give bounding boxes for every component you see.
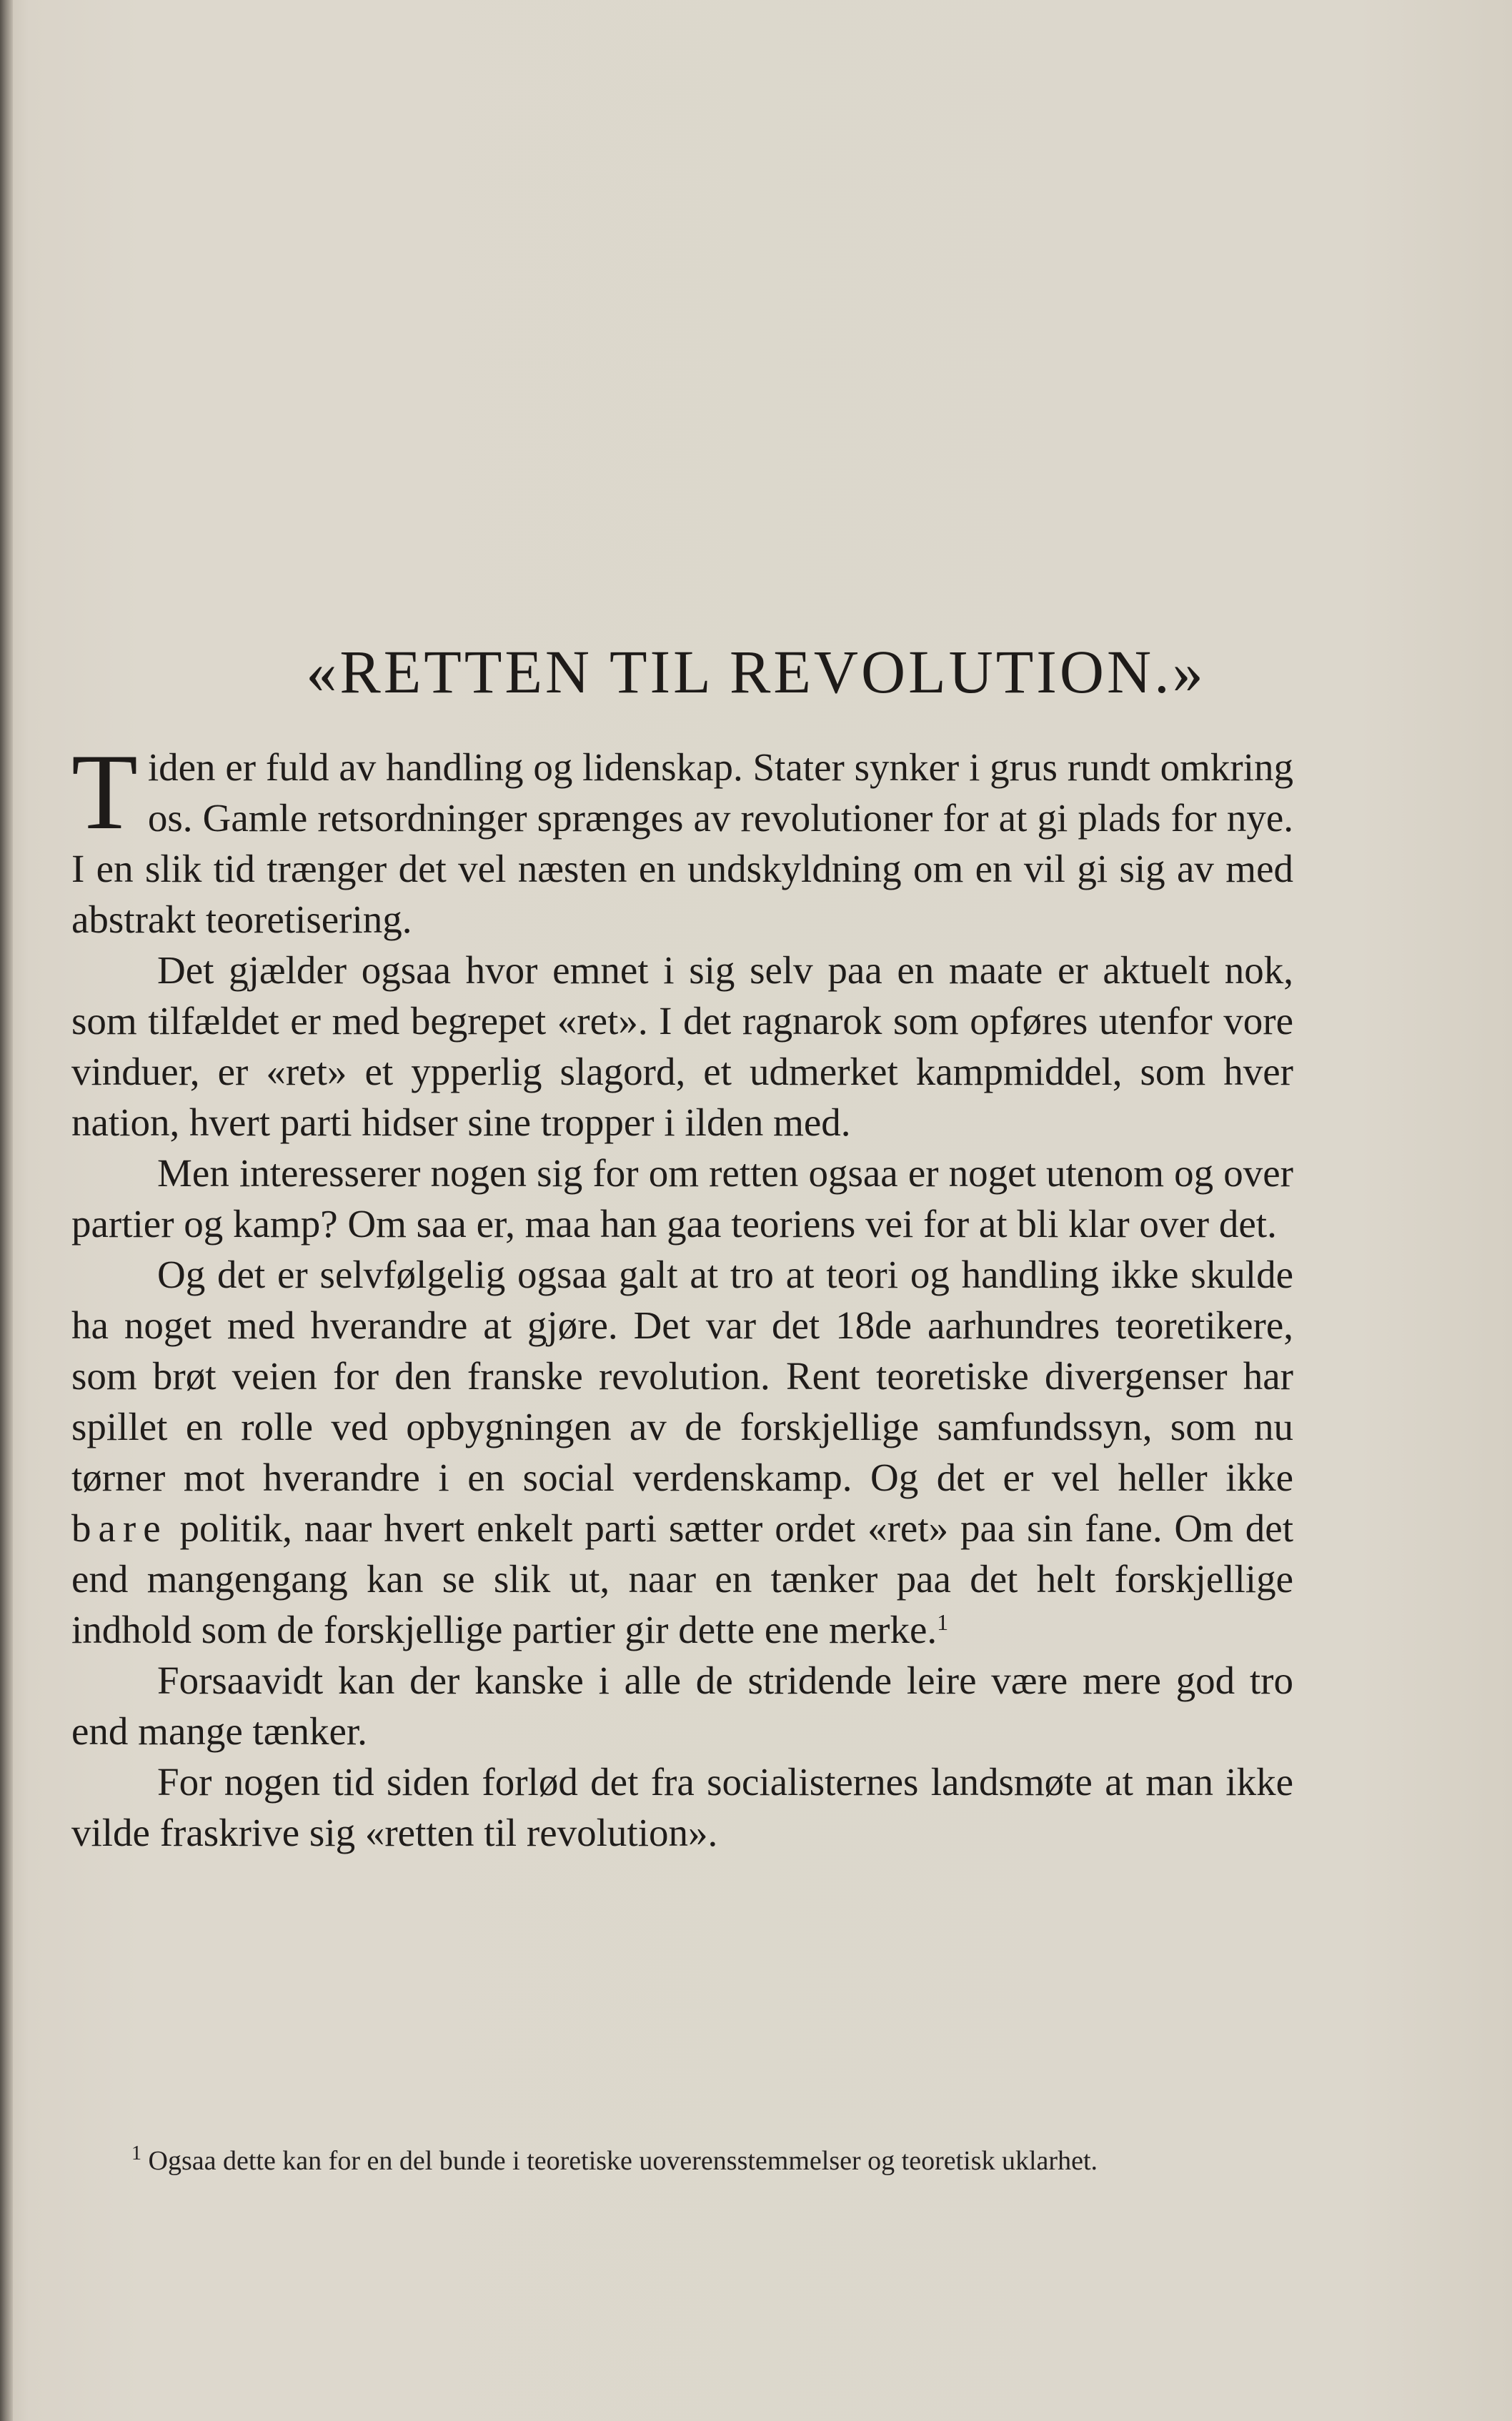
paragraph-4-text-b: politik, naar hvert enkelt parti sætter ordet «ret» paa sin fane. Om det end mangengang kan se slik ut, naar en tænker paa det helt forskjellige indhold som de forskjellige partier gir dette ene merke. <box>71 1506 1293 1651</box>
paragraph-2: Det gjælder ogsaa hvor emnet i sig selv paa en maate er aktuelt nok, som tilfældet er med begrepet «ret». I det ragnarok som opføres utenfor vore vinduer, er «ret» et ypperlig slagord, et udmerket kampmiddel, som hver nation, hvert parti hidser sine tropper i ilden med. <box>71 948 1293 1144</box>
paragraph-4-text-a: Og det er selvfølgelig ogsaa galt at tro at teori og handling ikke skulde ha noget med hverandre at gjøre. Det var det 18de aarhundres teoretikere, som brøt veien for den franske revolution. Rent teoretiske divergenser har spillet en rolle ved opbygningen av de forskjellige samfundssyn, som nu tørner mot hverandre i en social verdenskamp. Og det er vel heller ikke <box>71 1253 1293 1499</box>
paragraph-6: For nogen tid siden forlød det fra socialisternes landsmøte at man ikke vilde fraskrive sig «retten til revolution». <box>71 1760 1293 1854</box>
footnote-reference: 1 <box>937 1609 949 1635</box>
paragraph-1-text: iden er fuld av handling og lidenskap. Stater synker i grus rundt omkring os. Gamle retsordninger sprænges av revolutioner for at gi plads for nye. I en slik tid trænger det vel næsten en undskyldning om en vil gi sig av med abstrakt teoretisering. <box>71 745 1293 941</box>
chapter-title: «RETTEN TIL REVOLUTION.» <box>306 637 1206 706</box>
paragraph-5: Forsaavidt kan der kanske i alle de stridende leire være mere god tro end mange tænker. <box>71 1659 1293 1753</box>
paragraph-1 <box>71 732 1293 945</box>
footnote-text: Ogsaa dette kan for en del bunde i teoretiske uoverensstemmelser og teoretisk uklarhet. <box>148 2146 1098 2176</box>
paragraph-4 <box>71 1249 1293 1655</box>
footnote-marker: 1 <box>131 2142 141 2164</box>
body-text <box>71 732 1293 1858</box>
drop-cap: T <box>71 732 138 852</box>
book-spine-edge <box>0 0 13 2421</box>
footnote <box>60 2140 1293 2182</box>
paragraph-4-spaced-word: bare <box>71 1506 168 1550</box>
paragraph-3: Men interesserer nogen sig for om retten ogsaa er noget utenom og over partier og kamp? Om saa er, maa han gaa teoriens vei for at bli klar over det. <box>71 1151 1293 1246</box>
